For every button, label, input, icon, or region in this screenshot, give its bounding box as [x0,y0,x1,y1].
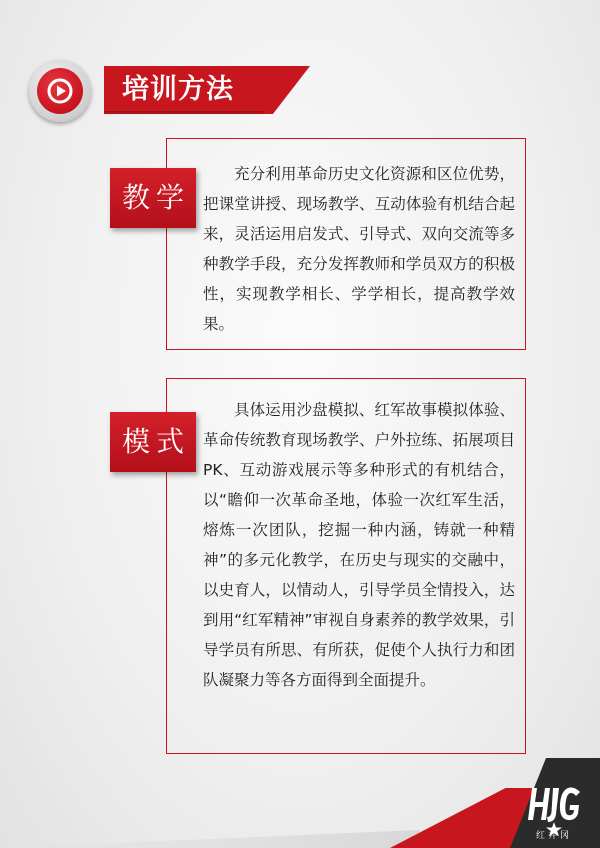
section-tag-teaching: 教学 [110,168,196,228]
page-title: 培训方法 [122,74,234,105]
section-teaching-text: 充分利用革命历史文化资源和区位优势，把课堂讲授、现场教学、互动体验有机结合起来，灵活运用启发式、引导式、双向交流等多种教学手段，充分发挥教师和学员双方的积极性，实现教学相长、学学相长，提高教学效果。 [203,165,515,333]
footer-gray-stripe [0,830,420,848]
footer-logo-text: 红井冈 [535,831,572,841]
section-tag-mode: 模式 [110,412,196,472]
section-mode-text: 具体运用沙盘模拟、红军故事模拟体验、革命传统教育现场教学、户外拉练、拓展项目PK、互动游戏展示等多种形式的有机结合，以“瞻仰一次革命圣地，体验一次红军生活，熔炼一次团队，挖掘一种内涵，铸就一种精神”的多元化教学，在历史与现实的交融中，以史育人，以情动人，引导学员全情投入，达到用“红军精神”审视自身素养的教学效果，引导学员有所思、有所获，促使个人执行力和团队凝聚力等各方面得到全面提升。 [203,401,515,689]
header-banner-shadow [104,111,264,115]
play-circle-icon [29,60,91,122]
